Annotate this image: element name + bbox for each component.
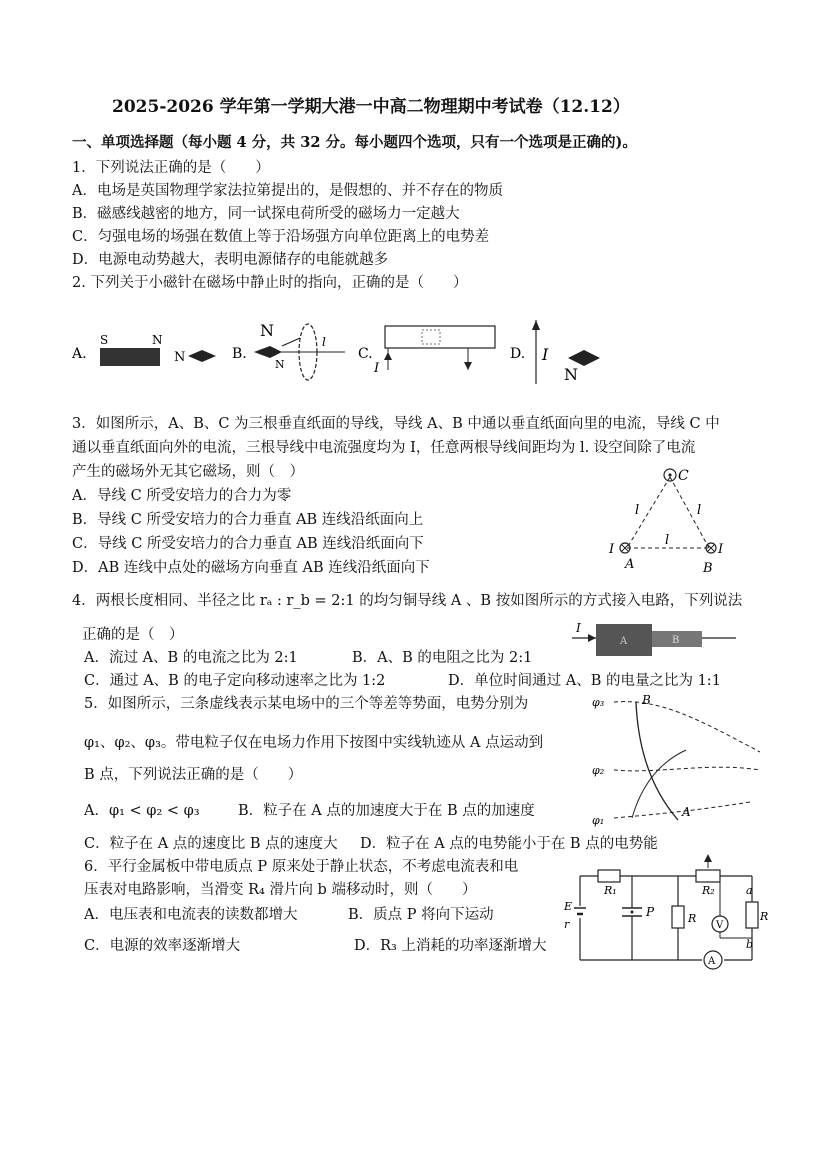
q1-option-a: A．电场是英国物理学家法拉第提出的，是假想的、并不存在的物质 — [72, 183, 503, 199]
q5-option-c: C．粒子在 A 点的速度比 B 点的速度大 — [84, 836, 338, 852]
q2-label-d: D. — [510, 346, 526, 362]
q2-label-c: C. — [358, 346, 373, 362]
q4-option-a: A．流过 A、B 的电流之比为 2:1 — [84, 650, 298, 666]
equipotential-phi2 — [614, 767, 760, 771]
q1-stem: 1．下列说法正确的是（ ） — [72, 160, 270, 176]
svg-text:C: C — [678, 468, 689, 484]
q6-circuit-figure — [562, 848, 772, 973]
q3-line3: 产生的磁场外无其它磁场，则（ ） — [72, 464, 304, 480]
q1-option-d: D．电源电动势越大，表明电源储存的电能就越多 — [72, 252, 389, 268]
q2-label-b: B. — [232, 346, 247, 362]
svg-text:l: l — [665, 533, 670, 548]
q4-line1: 4．两根长度相同、半径之比 rₐ : r_b = 2:1 的均匀铜导线 A 、B 按如图所示的方式接入电路，下列说法 — [72, 593, 743, 609]
q6-option-b: B．质点 P 将向下运动 — [348, 907, 494, 923]
q5-line1: 5．如图所示，三条虚线表示某电场中的三个等差等势面，电势分别为 — [84, 696, 529, 712]
q6-option-c: C．电源的效率逐渐增大 — [84, 938, 241, 954]
resistor-r4 — [746, 902, 758, 928]
svg-text:I: I — [609, 542, 615, 557]
q3-triangle-figure — [605, 462, 755, 577]
q4-option-d: D．单位时间通过 A、B 的电量之比为 1:1 — [448, 673, 721, 689]
q6-option-d: D．R₃ 上消耗的功率逐渐增大 — [354, 938, 547, 954]
q3-option-a: A．导线 C 所受安培力的合力为零 — [72, 488, 292, 504]
svg-text:φ₂: φ₂ — [592, 764, 605, 777]
section-heading: 一、单项选择题（每小题 4 分，共 32 分。每小题四个选项，只有一个选项是正确的)。 — [72, 134, 637, 151]
svg-text:φ₃: φ₃ — [592, 696, 605, 709]
svg-text:S: S — [100, 333, 109, 347]
svg-text:φ₁: φ₁ — [592, 814, 605, 827]
svg-text:A: A — [682, 805, 691, 819]
svg-text:l: l — [322, 335, 326, 349]
trajectory — [636, 702, 678, 820]
svg-text:E: E — [564, 900, 573, 913]
svg-text:N: N — [152, 333, 163, 347]
bar-magnet — [100, 348, 160, 366]
svg-text:b: b — [746, 938, 754, 951]
svg-text:A: A — [625, 557, 635, 572]
resistor-r3 — [672, 906, 684, 928]
q5-option-d: D．粒子在 A 点的电势能小于在 B 点的电势能 — [360, 836, 658, 852]
svg-text:A: A — [708, 956, 716, 967]
q2-figures — [70, 318, 630, 388]
svg-text:A: A — [620, 636, 628, 647]
svg-text:R₁: R₁ — [604, 884, 617, 897]
resistor-r2 — [696, 870, 720, 882]
svg-text:R₂: R₂ — [702, 884, 715, 897]
svg-text:N: N — [564, 365, 578, 384]
svg-text:a: a — [746, 884, 753, 897]
exam-title: 2025-2026 学年第一学期大港一中高二物理期中考试卷（12.12） — [112, 97, 630, 117]
q5-option-a: A．φ₁ < φ₂ < φ₃ — [84, 803, 200, 819]
svg-text:N: N — [174, 350, 186, 365]
q5-line2: φ₁、φ₂、φ₃。带电粒子仅在电场力作用下按图中实线轨迹从 A 点运动到 — [84, 735, 544, 751]
q1-option-c: C．匀强电场的场强在数值上等于沿场强方向单位距离上的电势差 — [72, 229, 490, 245]
q2-stem: 2. 下列关于小磁针在磁场中静止时的指向，正确的是（ ） — [72, 275, 468, 291]
compass-needle-a — [188, 350, 216, 362]
q1-option-b: B．磁感线越密的地方，同一试探电荷所受的磁场力一定越大 — [72, 206, 460, 222]
q3-option-d: D．AB 连线中点处的磁场方向垂直 AB 连线沿纸面向下 — [72, 560, 430, 576]
svg-text:B: B — [642, 693, 651, 707]
svg-text:N: N — [260, 321, 274, 340]
q2-label-a: A. — [72, 346, 87, 362]
svg-text:B: B — [703, 561, 713, 576]
q4-wire-figure — [570, 618, 740, 666]
q3-line1: 3．如图所示，A、B、C 为三根垂直纸面的导线，导线 A、B 中通以垂直纸面向里的电流，导线 C 中 — [72, 416, 720, 432]
svg-text:I: I — [718, 542, 724, 557]
svg-text:r: r — [564, 918, 570, 931]
q6-option-a: A．电压表和电流表的读数都增大 — [84, 907, 298, 923]
q6-line2: 压表对电路影响，当滑变 R₄ 滑片向 b 端移动时，则（ ） — [84, 882, 477, 898]
q5-line3: B 点，下列说法正确的是（ ） — [84, 767, 303, 783]
q3-option-c: C．导线 C 所受安培力的合力垂直 AB 连线沿纸面向下 — [72, 536, 424, 552]
q5-option-b: B．粒子在 A 点的加速度大于在 B 点的加速度 — [238, 803, 535, 819]
svg-text:l: l — [635, 503, 640, 518]
q6-line1: 6．平行金属板中带电质点 P 原来处于静止状态，不考虑电流表和电 — [84, 859, 519, 875]
svg-text:I: I — [542, 345, 549, 364]
svg-text:I: I — [576, 621, 581, 635]
svg-text:R: R — [688, 912, 697, 925]
svg-text:B: B — [672, 635, 680, 646]
svg-text:V: V — [716, 920, 724, 931]
q3-line2: 通以垂直纸面向外的电流，三根导线中电流强度均为 I，任意两根导线间距均为 l. 设空间除了电流 — [72, 440, 696, 456]
q4-option-b: B．A、B 的电阻之比为 2:1 — [352, 650, 533, 666]
svg-text:R: R — [760, 910, 769, 923]
field-line — [632, 750, 686, 818]
compass-needle-d — [568, 350, 600, 366]
q4-line2: 正确的是（ ） — [82, 627, 184, 643]
svg-text:l: l — [697, 503, 702, 518]
resistor-r1 — [598, 870, 620, 882]
svg-text:N: N — [275, 358, 285, 371]
q3-option-b: B．导线 C 所受安培力的合力垂直 AB 连线沿纸面向上 — [72, 512, 424, 528]
q4-option-c: C．通过 A、B 的电子定向移动速率之比为 1:2 — [84, 673, 386, 689]
svg-text:P: P — [646, 905, 655, 919]
q5-equipotential-figure — [590, 690, 770, 830]
svg-text:I: I — [374, 361, 380, 376]
